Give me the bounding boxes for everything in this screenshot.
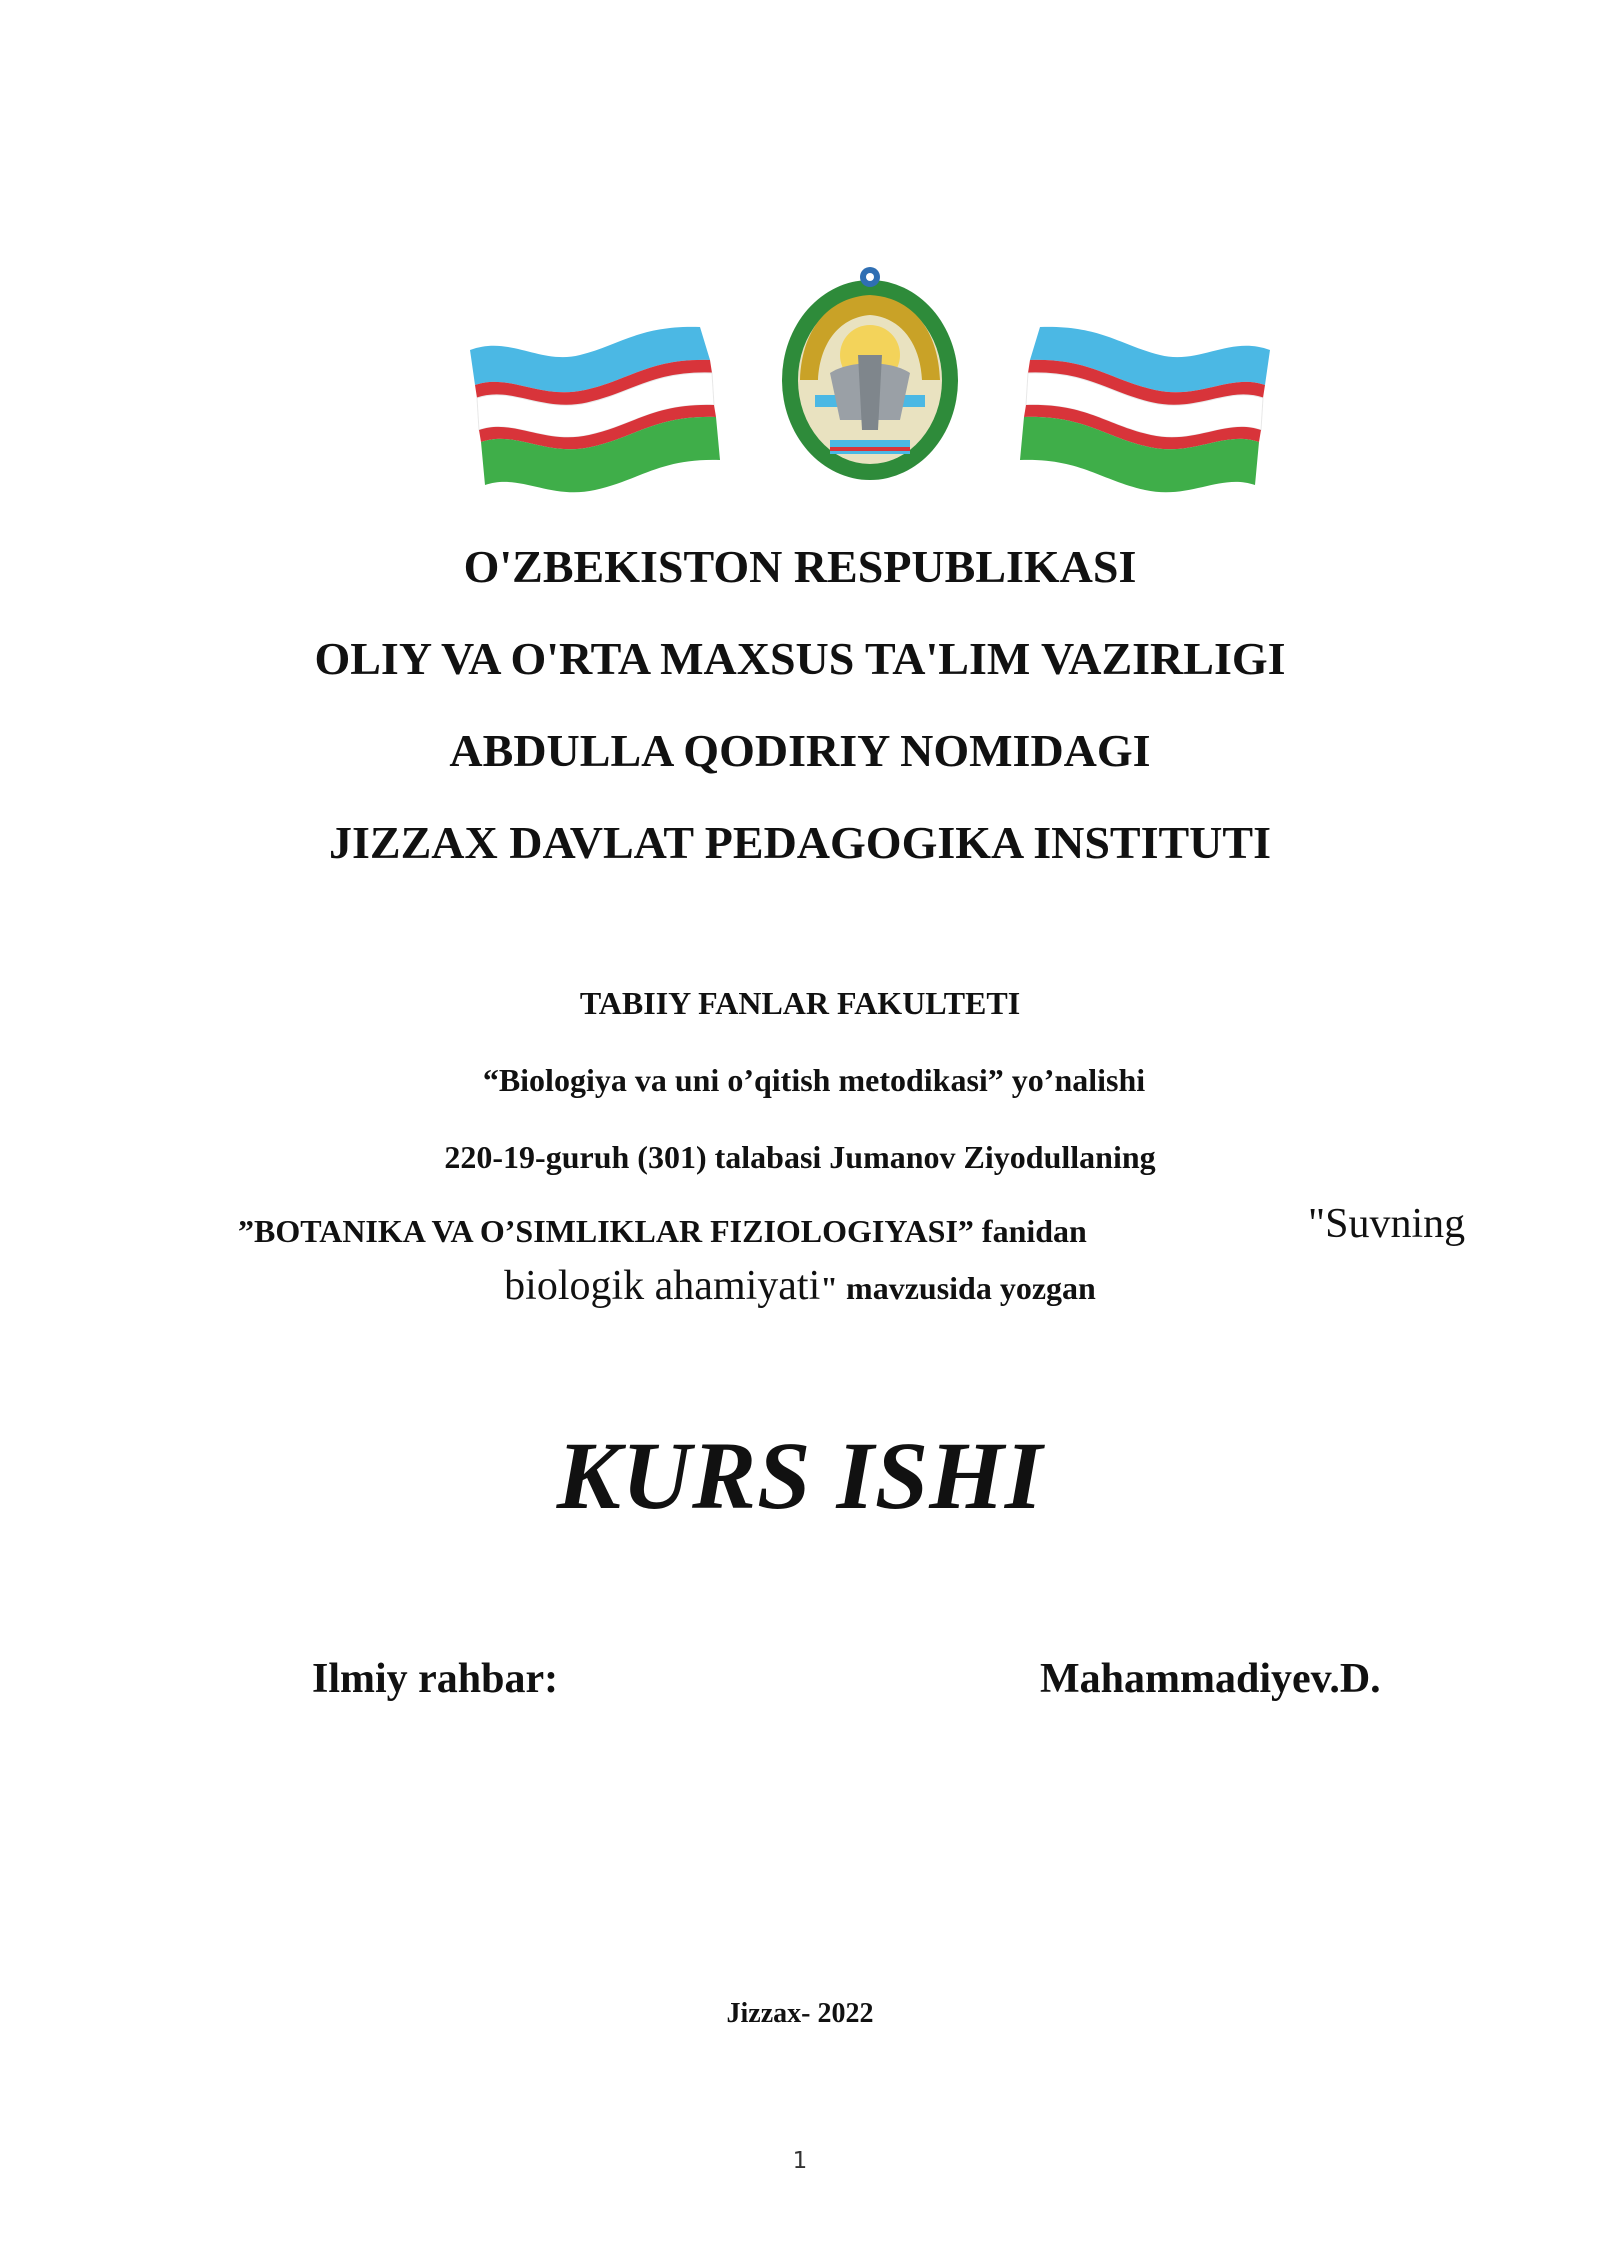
coat-of-arms-icon <box>470 255 1270 500</box>
topic-text: biologik ahamiyati <box>504 1263 821 1309</box>
faculty-line: TABIIY FANLAR FAKULTETI <box>579 985 1021 1021</box>
place-year: Jizzax- 2022 <box>726 1998 874 2029</box>
header-ministry: OLIY VA O'RTA MAXSUS TA'LIM VAZIRLIGI <box>314 633 1286 684</box>
header-institute: JIZZAX DAVLAT PEDAGOGIKA INSTITUTI <box>329 817 1271 868</box>
topic-close-quote: " <box>820 1270 839 1306</box>
subject-name: ”BOTANIKA VA O’SIMLIKLAR FIZIOLOGIYASI” fanidan <box>238 1213 1087 1249</box>
state-emblem <box>782 267 958 480</box>
topic-suffix: mavzusida yozgan <box>838 1270 1096 1306</box>
flag-ribbon-right <box>1020 327 1270 492</box>
direction-line: “Biologiya va uni o’qitish metodikasi” yo’nalishi <box>482 1062 1146 1098</box>
flag-ribbon-left <box>470 327 720 492</box>
header-named-after: ABDULLA QODIRIY NOMIDAGI <box>449 725 1151 776</box>
topic-start: "Suvning <box>1308 1201 1466 1247</box>
advisor-name: Mahammadiyev.D. <box>1040 1656 1381 1702</box>
advisor-label: Ilmiy rahbar: <box>312 1656 559 1702</box>
header-country: O'ZBEKISTON RESPUBLIKASI <box>463 541 1137 592</box>
student-line: 220-19-guruh (301) talabasi Jumanov Ziyodullaning <box>444 1139 1156 1175</box>
topic-line <box>0 1262 1600 1310</box>
document-title: KURS ISHI <box>556 1422 1044 1529</box>
page-number: 1 <box>792 2148 808 2174</box>
